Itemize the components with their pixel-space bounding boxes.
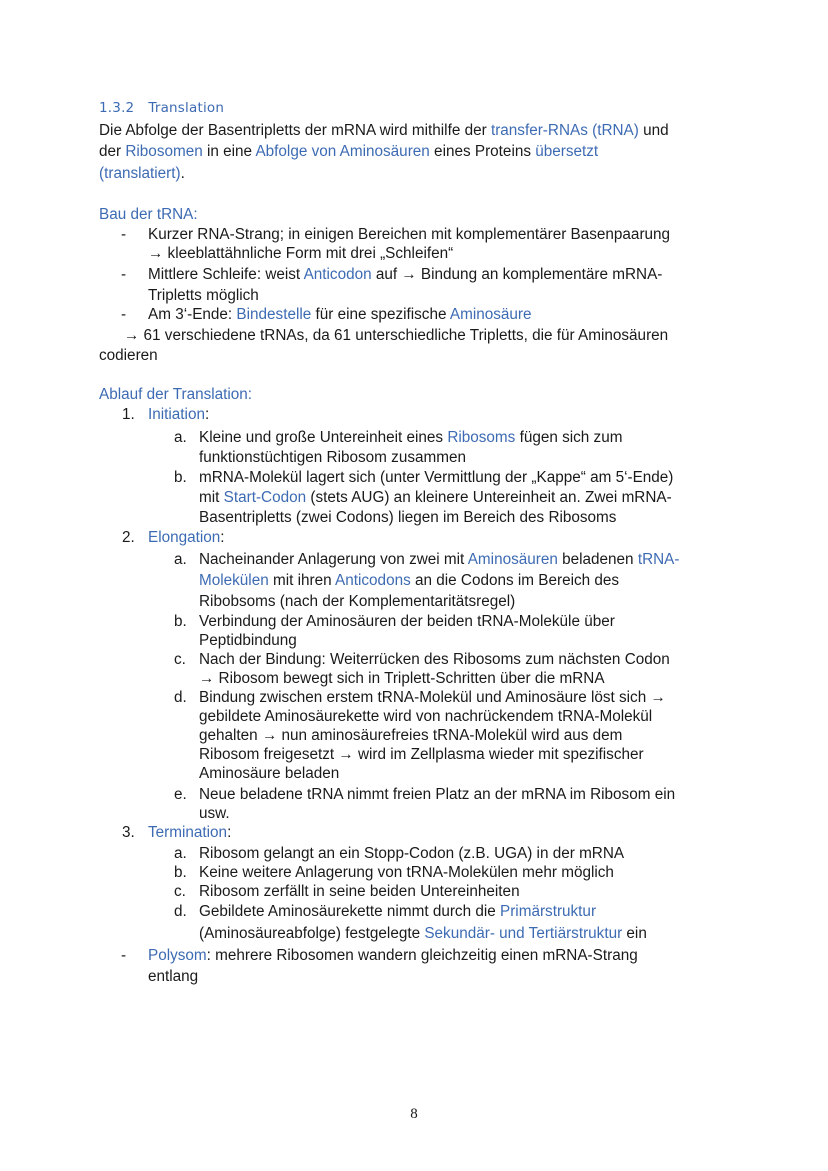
highlighted-term: Anticodon (303, 266, 372, 283)
text-segment: mit ihren (268, 572, 336, 589)
bau-heading: Bau der tRNA: (99, 206, 198, 223)
phase-label (148, 823, 231, 843)
text-segment: Tripletts möglich (148, 287, 259, 304)
init-line (199, 508, 616, 528)
polysom-line (148, 966, 198, 987)
elong-line (199, 688, 666, 708)
text-segment: der (99, 143, 126, 160)
phase-number: 2. (122, 529, 135, 546)
text-segment: an die Codons im Bereich des (410, 572, 620, 589)
item-letter: d. (174, 689, 187, 706)
text-segment: Peptidbindung (199, 632, 297, 649)
text-segment: gehalten → nun aminosäurefreies tRNA-Molekül wird aus dem (199, 727, 623, 744)
text-segment: Am 3‘-Ende: (148, 306, 237, 323)
item-letter: c. (174, 883, 186, 900)
highlighted-term: tRNA- (637, 551, 680, 568)
text-segment: Ribosom gelangt an ein Stopp-Codon (z.B. UGA) in der mRNA (199, 845, 625, 862)
text-segment: entlang (148, 968, 199, 985)
text-segment: Mittlere Schleife: weist (148, 266, 304, 283)
text-segment: funktionstüchtigen Ribosom zusammen (199, 449, 466, 466)
phase-number: 3. (122, 824, 135, 841)
text-segment: Ribosom freigesetzt → wird im Zellplasma wieder mit spezifischer (199, 746, 644, 763)
text-segment: Bindung zwischen erstem tRNA-Molekül und Aminosäure löst sich → (199, 689, 666, 706)
phase-number: 1. (122, 406, 135, 423)
polysom-line (148, 945, 638, 966)
text-segment: codieren (99, 347, 158, 364)
elong-line (199, 707, 652, 727)
highlighted-term: Aminosäuren (467, 551, 558, 568)
elong-line (199, 745, 644, 765)
term-line (199, 924, 647, 944)
text-segment: → kleeblattähnliche Form mit drei „Schleifen“ (148, 245, 454, 262)
text-segment: Aminosäure beladen (199, 765, 340, 782)
term-line (199, 863, 614, 883)
term-line (199, 844, 624, 864)
highlighted-term: Ribosomen (125, 143, 203, 160)
init-line (199, 488, 672, 508)
text-segment: : mehrere Ribosomen wandern gleichzeitig einen mRNA-Strang (206, 947, 638, 964)
text-segment: Die Abfolge der Basentripletts der mRNA wird mithilfe der (99, 122, 491, 139)
elong-line (199, 612, 615, 632)
elong-line (199, 550, 679, 570)
text-segment: (Aminosäureabfolge) festgelegte (199, 925, 425, 942)
item-letter: a. (174, 845, 187, 862)
elong-line (199, 650, 670, 670)
bau-line (148, 224, 670, 245)
text-segment: (stets AUG) an kleinere Untereinheit an. Zwei mRNA- (306, 489, 672, 506)
highlighted-term: Primärstruktur (500, 903, 597, 920)
intro-line (99, 163, 185, 184)
bullet-dash: - (121, 226, 127, 243)
highlighted-term: Bindestelle (236, 306, 312, 323)
elong-line (199, 669, 605, 689)
highlighted-term: übersetzt (535, 143, 599, 160)
highlighted-term: Aminosäure (449, 306, 532, 323)
text-segment: Nach der Bindung: Weiterrücken des Ribosoms zum nächsten Codon (199, 651, 670, 668)
bau-line (99, 345, 158, 366)
init-line (199, 428, 622, 448)
text-segment: mRNA-Molekül lagert sich (unter Vermittlung der „Kappe“ am 5‘-Ende) (199, 469, 674, 486)
elong-line (199, 785, 675, 805)
bullet-dash: - (121, 306, 127, 323)
bau-line (148, 304, 532, 325)
init-line (199, 448, 466, 468)
highlighted-term: Anticodons (335, 572, 411, 589)
elong-line (199, 804, 230, 824)
bau-line (124, 325, 668, 346)
phase-colon: : (220, 529, 225, 546)
text-segment: eines Proteins (429, 143, 536, 160)
bau-line (148, 285, 259, 306)
highlighted-term: (translatiert) (99, 165, 181, 182)
highlighted-term: Abfolge von Aminosäuren (255, 143, 430, 160)
phase-name: Initiation (148, 406, 205, 423)
bau-line (148, 264, 662, 285)
text-segment: für eine spezifische (311, 306, 450, 323)
section-heading (99, 100, 238, 116)
item-letter: d. (174, 903, 187, 920)
bullet-dash: - (121, 266, 127, 283)
text-segment: Kurzer RNA-Strang; in einigen Bereichen mit komplementärer Basenpaarung (148, 226, 671, 243)
term-line (199, 902, 596, 922)
section-number: 1.3.2 (99, 100, 135, 116)
highlighted-term: Sekundär- und Tertiärstruktur (424, 925, 623, 942)
text-segment: mit (199, 489, 224, 506)
text-segment: Neue beladene tRNA nimmt freien Platz an der mRNA im Ribosom ein (199, 786, 676, 803)
intro-line (99, 141, 598, 162)
elong-line (199, 631, 297, 651)
text-segment: → Ribosom bewegt sich in Triplett-Schritten über die mRNA (199, 670, 605, 687)
text-segment: Nacheinander Anlagerung von zwei mit (199, 551, 468, 568)
intro-line (99, 120, 669, 141)
text-segment: und (638, 122, 669, 139)
text-segment: auf → Bindung an komplementäre mRNA- (371, 266, 663, 283)
section-title: Translation (148, 100, 225, 116)
item-letter: b. (174, 864, 187, 881)
text-segment: usw. (199, 805, 230, 822)
item-letter: a. (174, 429, 187, 446)
phase-name: Elongation (148, 529, 221, 546)
phase-label (148, 528, 225, 548)
highlighted-term: transfer-RNAs (tRNA) (490, 122, 639, 139)
phase-colon: : (204, 406, 210, 423)
text-segment: Keine weitere Anlagerung von tRNA-Molekülen mehr möglich (199, 864, 614, 881)
text-segment: → 61 verschiedene tRNAs, da 61 unterschiedliche Tripletts, die für Aminosäuren (124, 327, 669, 344)
text-segment: beladenen (557, 551, 638, 568)
text-segment: Kleine und große Untereinheit eines (199, 429, 448, 446)
init-line (199, 468, 673, 488)
elong-line (199, 571, 619, 591)
text-segment: Basentripletts (zwei Codons) liegen im Bereich des Ribosoms (199, 509, 617, 526)
item-letter: b. (174, 469, 187, 486)
phase-label (148, 405, 209, 425)
item-letter: e. (174, 786, 187, 803)
term-line (199, 882, 520, 902)
elong-line (199, 592, 515, 612)
text-segment: . (180, 165, 185, 182)
elong-line (199, 726, 622, 746)
text-segment: Ribobsoms (nach der Komplementaritätsregel) (199, 593, 516, 610)
text-segment: Ribosom zerfällt in seine beiden Untereinheiten (199, 883, 520, 900)
bau-line (148, 243, 453, 264)
phase-name: Termination (148, 824, 228, 841)
page-number: 8 (410, 1106, 418, 1122)
highlighted-term: Molekülen (199, 572, 269, 589)
item-letter: b. (174, 613, 187, 630)
text-segment: ein (622, 925, 647, 942)
text-segment: Gebildete Aminosäurekette nimmt durch die (199, 903, 500, 920)
ablauf-heading: Ablauf der Translation: (99, 386, 253, 403)
text-segment: in eine (202, 143, 256, 160)
elong-line (199, 764, 339, 784)
phase-colon: : (227, 824, 232, 841)
item-letter: c. (174, 651, 186, 668)
item-letter: a. (174, 551, 187, 568)
highlighted-term: Ribosoms (447, 429, 516, 446)
highlighted-term: Start-Codon (223, 489, 307, 506)
highlighted-term: Polysom (148, 947, 207, 964)
bullet-dash: - (121, 947, 127, 964)
text-segment: Verbindung der Aminosäuren der beiden tRNA-Moleküle über (199, 613, 615, 630)
text-segment: gebildete Aminosäurekette wird von nachrückendem tRNA-Molekül (199, 708, 653, 725)
text-segment: fügen sich zum (515, 429, 623, 446)
